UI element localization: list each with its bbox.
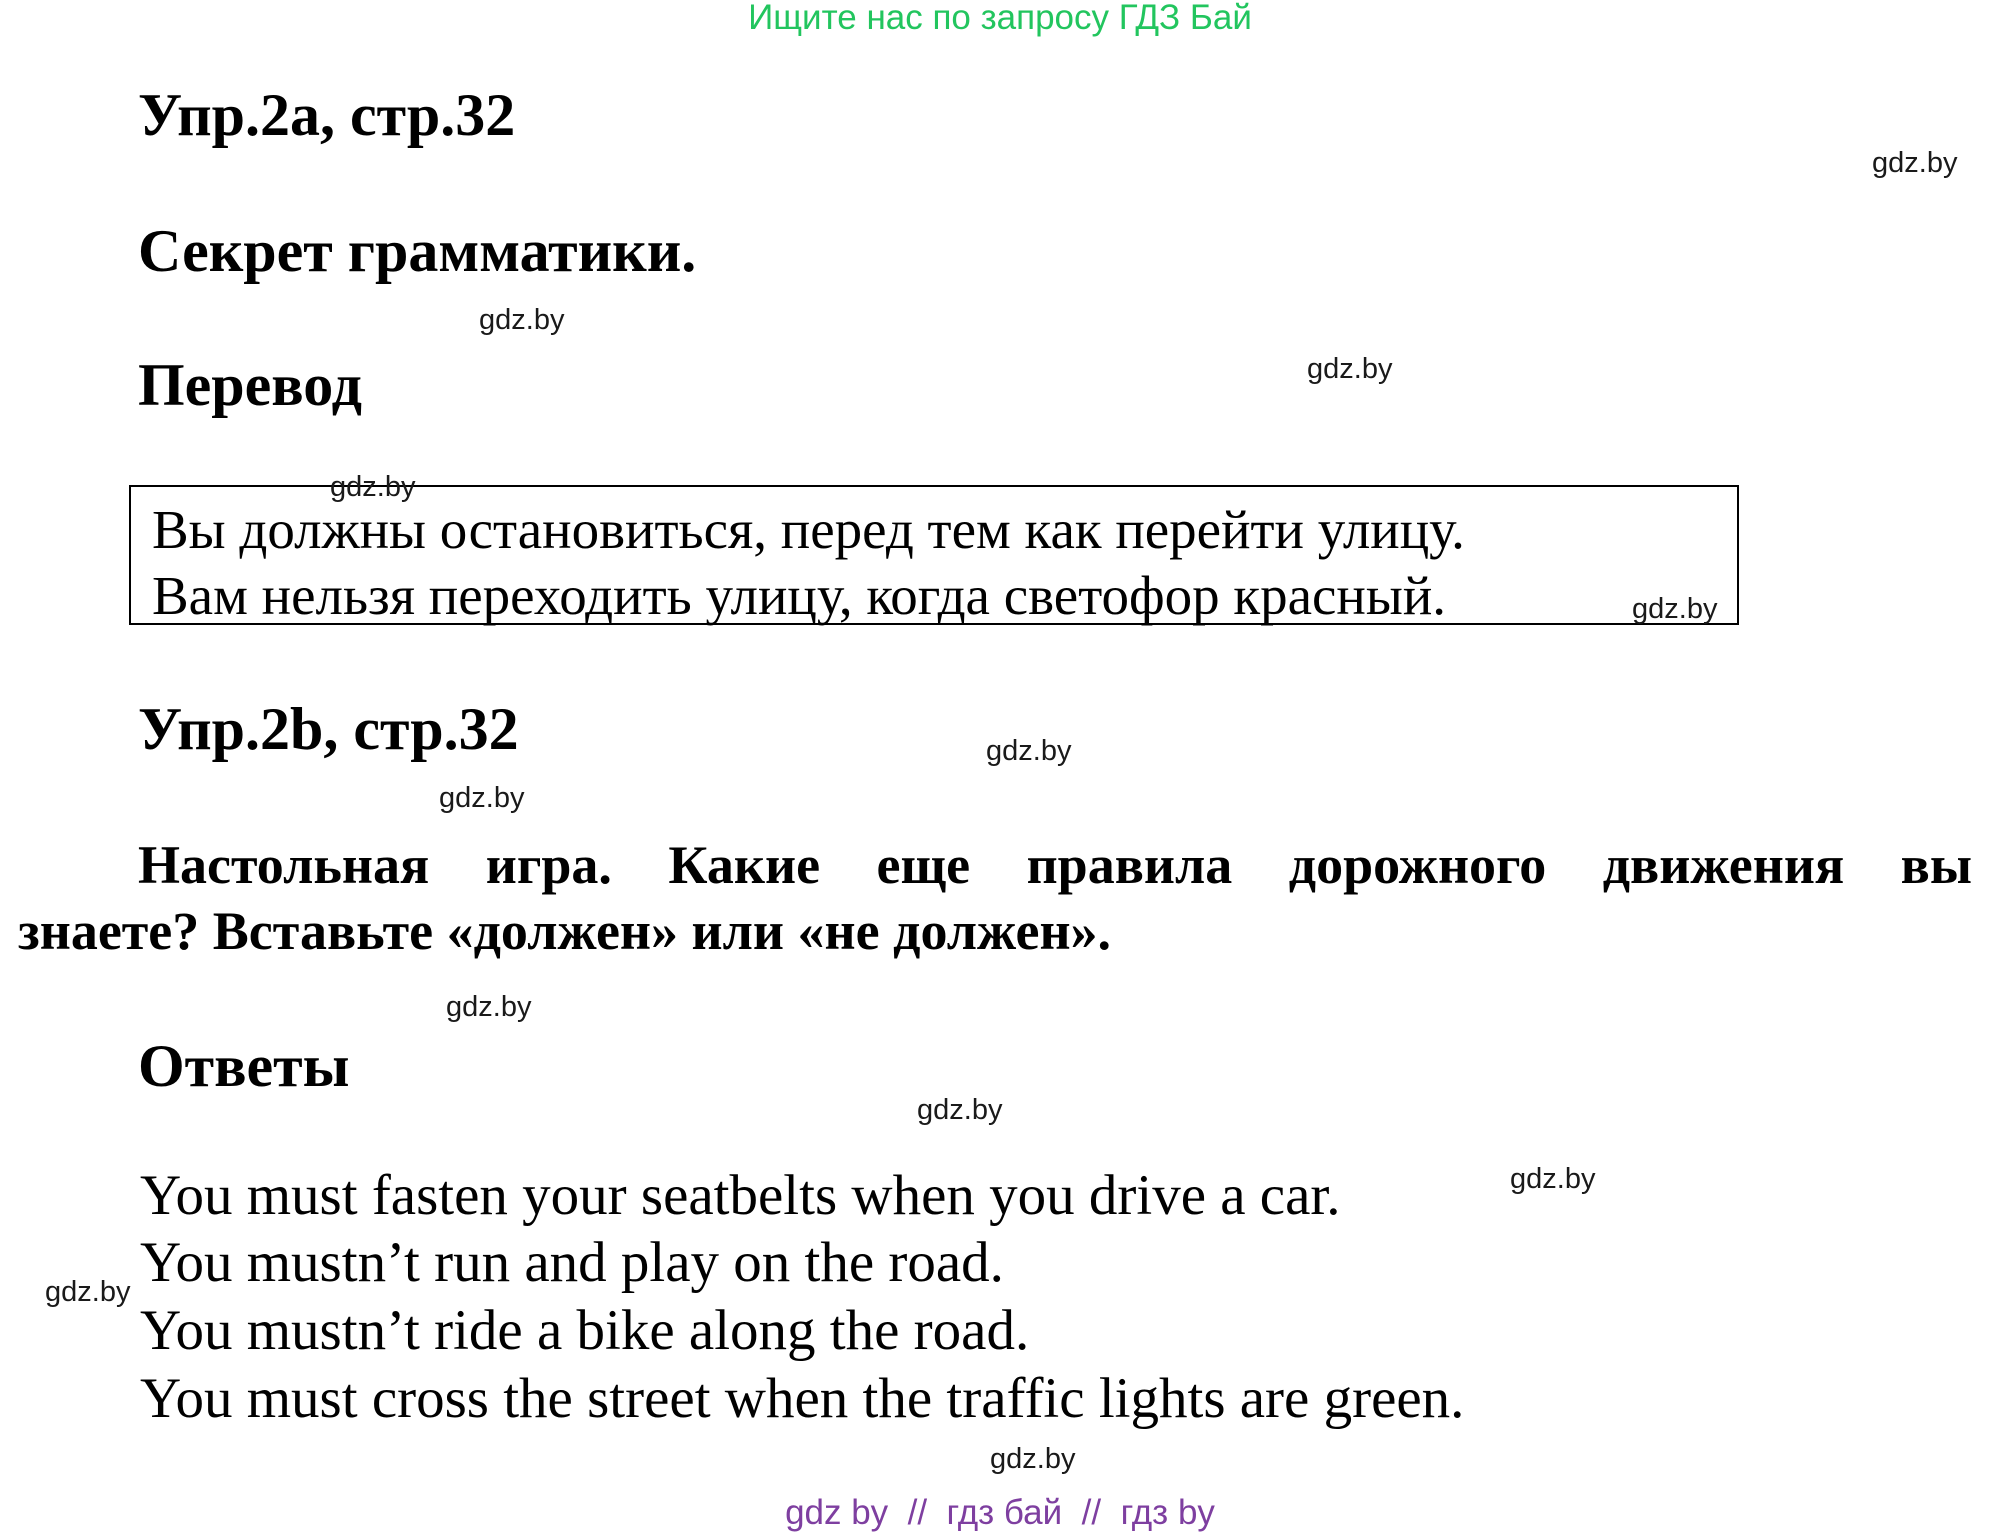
footer-separator: // (1062, 1493, 1121, 1532)
watermark: gdz.by (990, 1443, 1076, 1475)
task-text (18, 832, 1972, 964)
footer-link-gdz-by-ru[interactable]: гдз by (1120, 1493, 1215, 1532)
watermark: gdz.by (1307, 353, 1393, 385)
footer-separator: // (888, 1493, 947, 1532)
heading-answers: Ответы (138, 1033, 350, 1099)
translation-box (129, 485, 1739, 625)
watermark: gdz.by (45, 1276, 131, 1308)
heading-ex2b: Упр.2b, стр.32 (138, 696, 519, 762)
answer-line-3: You mustn’t ride a bike along the road. (140, 1299, 1030, 1362)
footer-link-gdz-by[interactable]: gdz by (785, 1493, 889, 1532)
answer-line-1: You must fasten your seatbelts when you drive a car. (140, 1164, 1341, 1227)
watermark: gdz.by (330, 471, 416, 503)
watermark: gdz.by (439, 782, 525, 814)
watermark: gdz.by (446, 991, 532, 1023)
watermark: gdz.by (479, 304, 565, 336)
heading-grammar: Секрет грамматики. (138, 218, 697, 284)
heading-ex2a: Упр.2a, стр.32 (138, 82, 516, 148)
task-line-2: знаете? Вставьте «должен» или «не должен». (18, 901, 1112, 961)
heading-translation: Перевод (138, 352, 362, 418)
watermark: gdz.by (917, 1094, 1003, 1126)
watermark: gdz.by (1872, 147, 1958, 179)
translation-line-1: Вы должны остановиться, перед тем как перейти улицу. (152, 499, 1465, 560)
task-line-1: Настольная игра. Какие еще правила дорожного движения вы (138, 835, 1972, 895)
top-banner: Ищите нас по запросу ГДЗ Бай (748, 0, 1252, 37)
answer-line-2: You mustn’t run and play on the road. (140, 1231, 1004, 1294)
footer-links (0, 1493, 2000, 1533)
watermark: gdz.by (986, 735, 1072, 767)
watermark: gdz.by (1510, 1163, 1596, 1195)
footer-link-gdz-bai[interactable]: гдз бай (946, 1493, 1063, 1532)
translation-line-2: Вам нельзя переходить улицу, когда светофор красный. (152, 565, 1447, 626)
watermark: gdz.by (1632, 593, 1718, 625)
answer-line-4: You must cross the street when the traffic lights are green. (140, 1367, 1465, 1430)
